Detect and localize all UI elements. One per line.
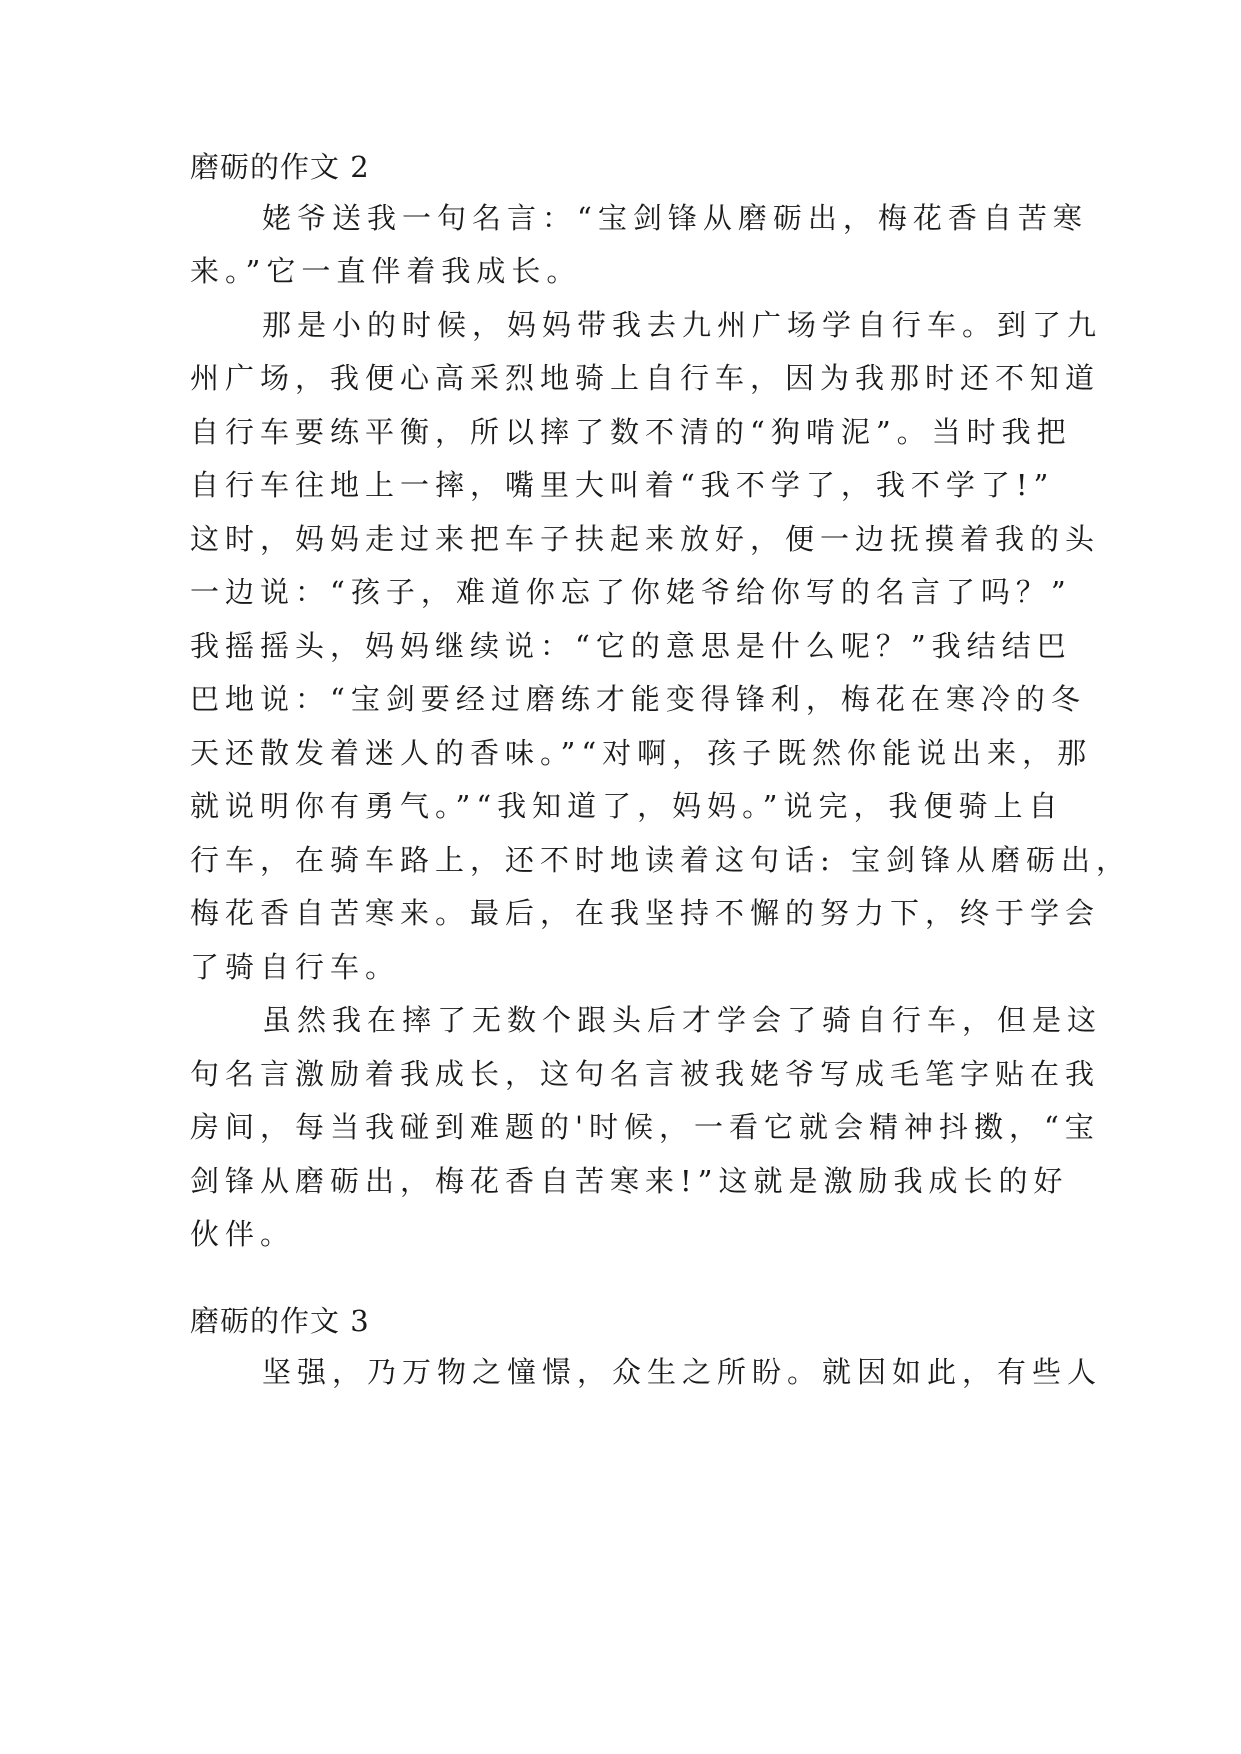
essay-2-line: 一边说：“孩子，难道你忘了你姥爷给你写的名言了吗？” bbox=[190, 575, 1072, 609]
essay-2-line: 虽然我在摔了无数个跟头后才学会了骑自行车，但是这 bbox=[262, 1003, 1103, 1037]
essay-2-line: 房间，每当我碰到难题的'时候，一看它就会精神抖擞，“宝 bbox=[190, 1110, 1100, 1144]
essay-2-line: 巴地说：“宝剑要经过磨练才能变得锋利，梅花在寒冷的冬 bbox=[190, 682, 1086, 716]
essay-2-line: 姥爷送我一句名言：“宝剑锋从磨砺出，梅花香自苦寒 bbox=[262, 201, 1088, 235]
essay-2-line: 天还散发着迷人的香味。”“对啊，孩子既然你能说出来，那 bbox=[190, 736, 1093, 770]
essay-2-line: 就说明你有勇气。”“我知道了，妈妈。”说完，我便骑上自 bbox=[190, 789, 1064, 823]
essay-2-line: 自行车往地上一摔，嘴里大叫着“我不学了，我不学了!” bbox=[190, 468, 1055, 502]
essay-2-title: 磨砺的作文 2 bbox=[190, 150, 370, 184]
essay-2-line: 伙伴。 bbox=[190, 1217, 296, 1251]
essay-2-line: 自行车要练平衡，所以摔了数不清的“狗啃泥”。当时我把 bbox=[190, 415, 1072, 449]
essay-2-line: 了骑自行车。 bbox=[190, 950, 401, 984]
document-page bbox=[190, 0, 1131, 1754]
essay-2-line: 梅花香自苦寒来。最后，在我坚持不懈的努力下，终于学会 bbox=[190, 896, 1101, 930]
essay-3-line: 坚强，乃万物之憧憬，众生之所盼。就因如此，有些人 bbox=[262, 1355, 1103, 1389]
essay-3-title: 磨砺的作文 3 bbox=[190, 1304, 370, 1338]
essay-2-line: 句名言激励着我成长，这句名言被我姥爷写成毛笔字贴在我 bbox=[190, 1057, 1101, 1091]
essay-2-line: 那是小的时候，妈妈带我去九州广场学自行车。到了九 bbox=[262, 308, 1103, 342]
essay-2-line: 州广场，我便心高采烈地骑上自行车，因为我那时还不知道 bbox=[190, 361, 1101, 395]
essay-2-line: 行车，在骑车路上，还不时地读着这句话: 宝剑锋从磨砺出， bbox=[190, 843, 1131, 877]
essay-2-line: 这时，妈妈走过来把车子扶起来放好，便一边抚摸着我的头 bbox=[190, 522, 1101, 556]
essay-2-line: 我摇摇头，妈妈继续说：“它的意思是什么呢？”我结结巴 bbox=[190, 629, 1072, 663]
essay-2-line: 来。”它一直伴着我成长。 bbox=[190, 254, 582, 288]
essay-2-line: 剑锋从磨砺出，梅花香自苦寒来!”这就是激励我成长的好 bbox=[190, 1164, 1069, 1198]
